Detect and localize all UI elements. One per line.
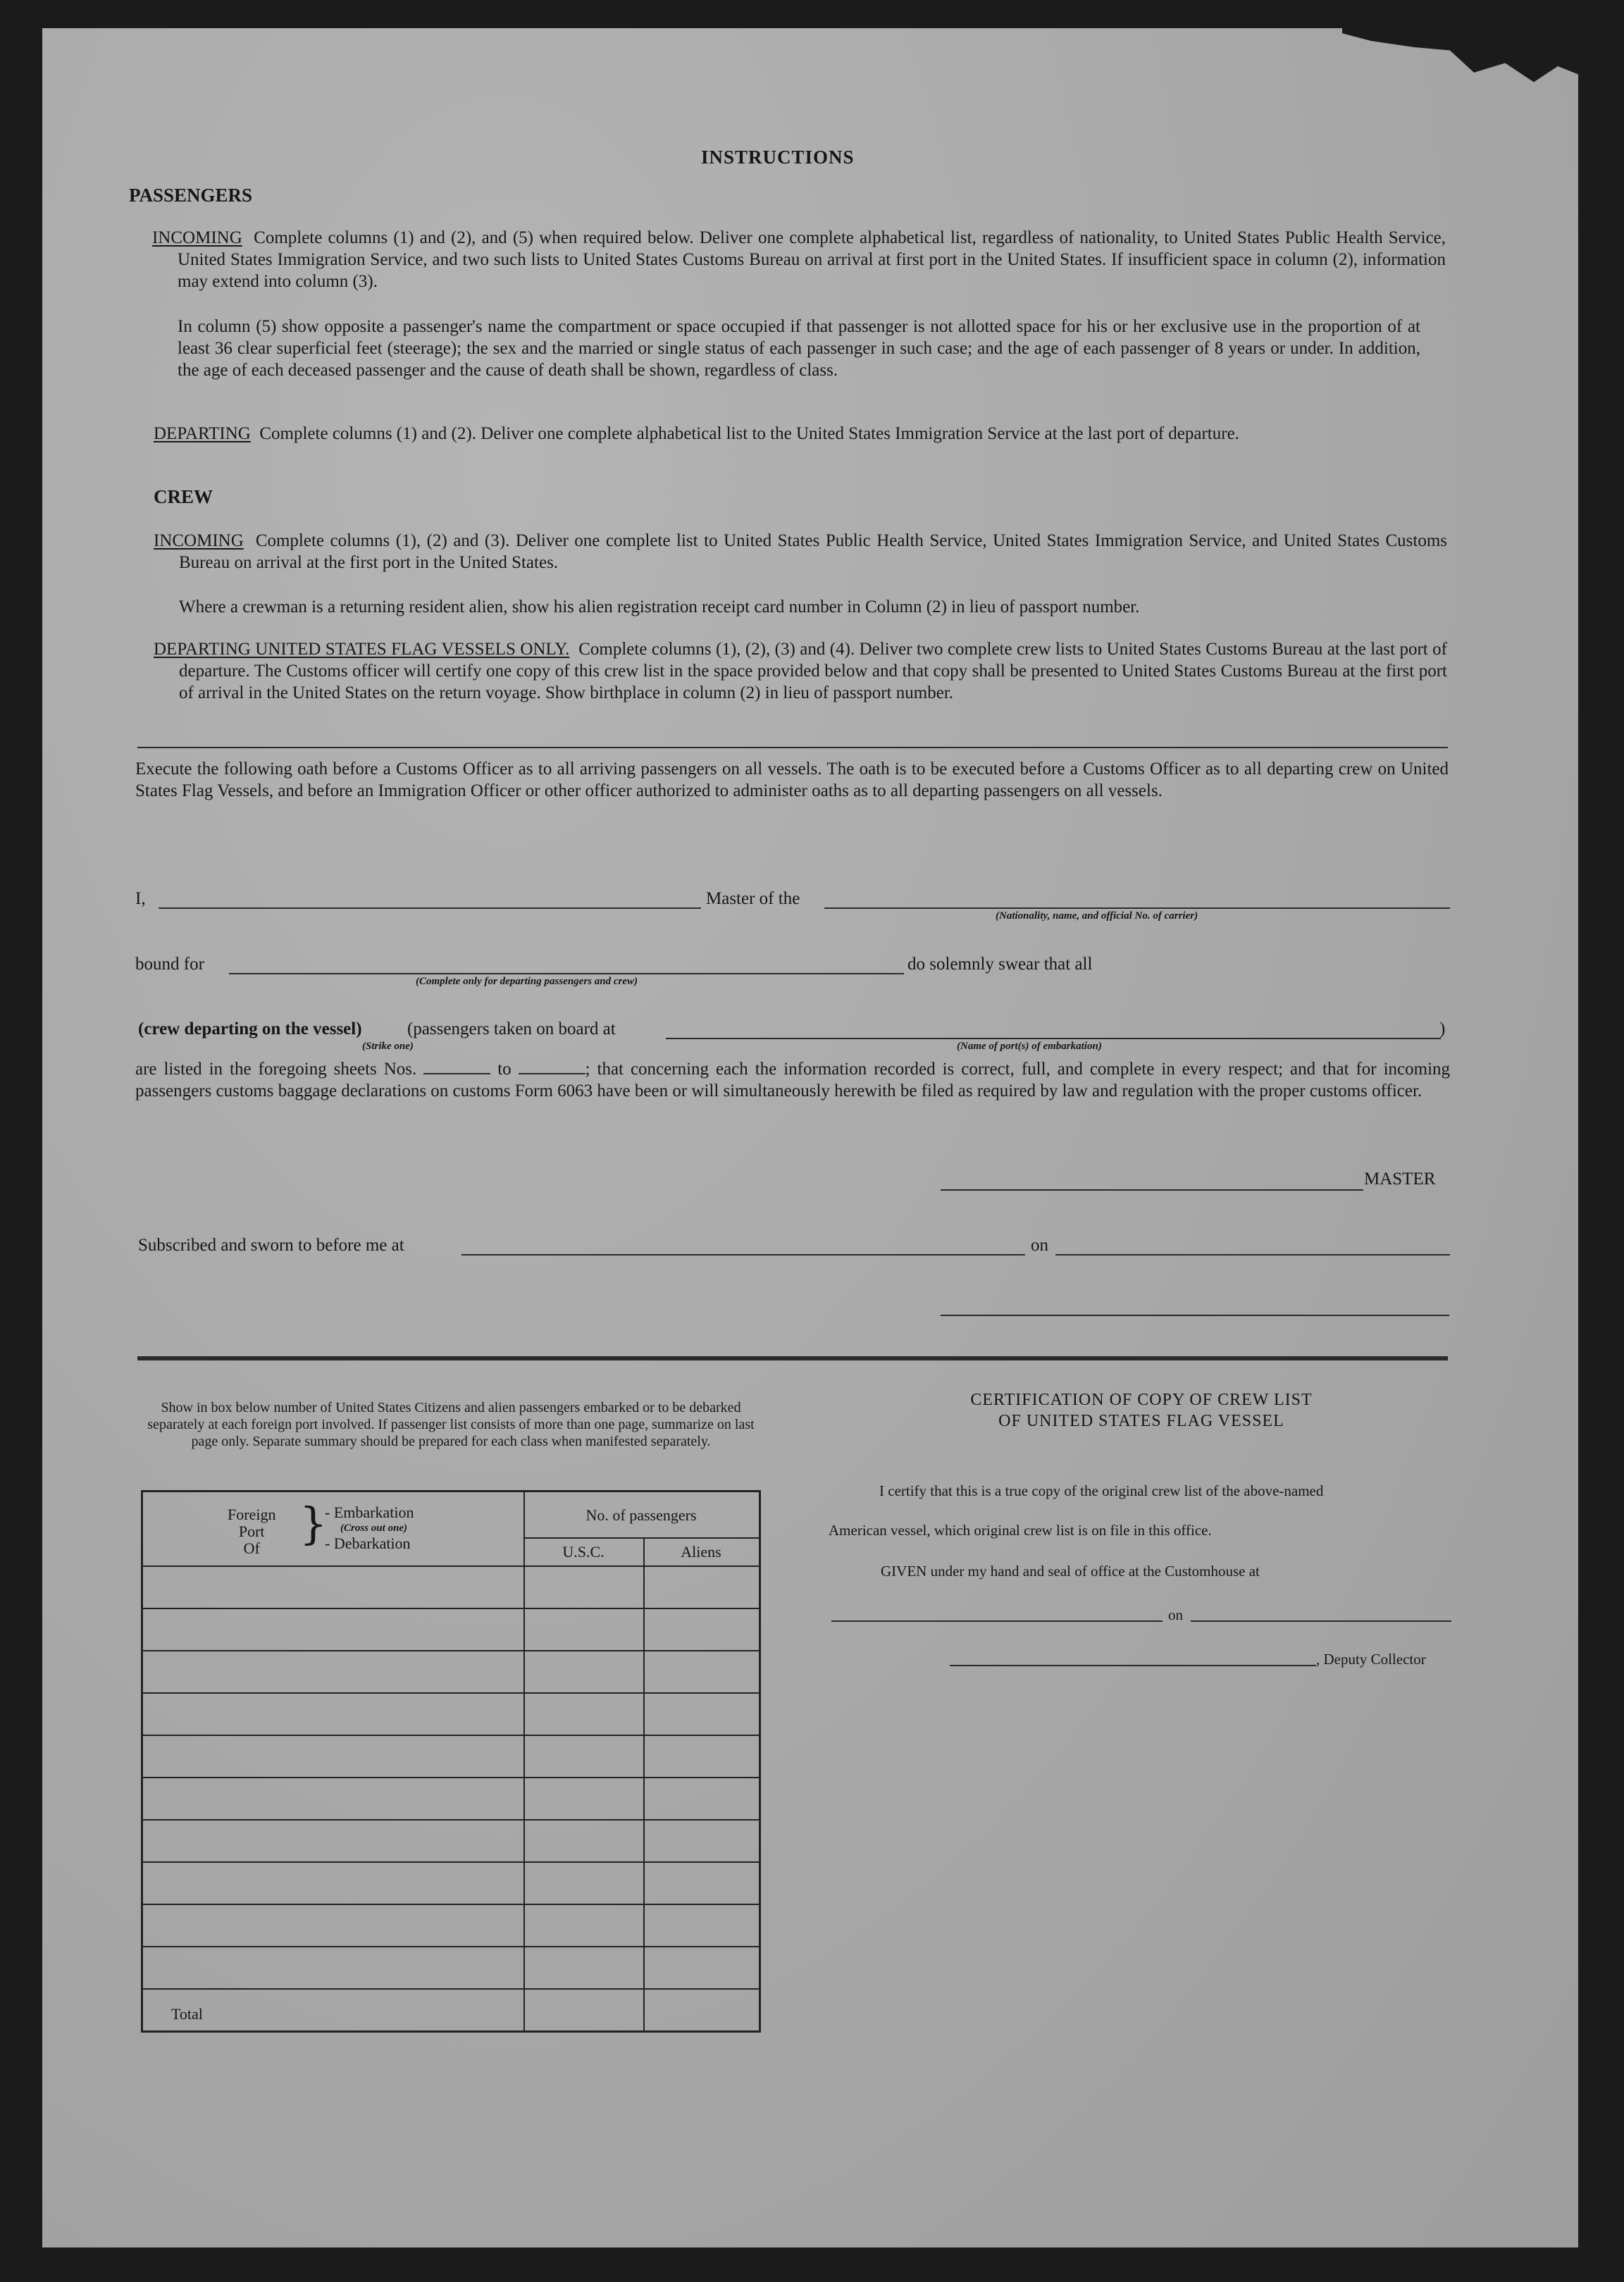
port-word: Port <box>238 1523 265 1540</box>
column5-instructions: In column (5) show opposite a passenger's name the compartment or space occupied if that passenger is not allotted space for his or her exclusive use in the proportion of at least 36 clear superficial feet (steerage); the sex and the married or single status of each passenger in such case; and the age of each passenger of 8 years or under. In addition, the age of each deceased passenger and the cause of death shall be shown, regardless of class. <box>178 317 1420 380</box>
certification-title-line2: OF UNITED STATES FLAG VESSEL <box>998 1412 1284 1430</box>
nationality-caption: (Nationality, name, and official No. of carrier) <box>996 910 1198 922</box>
given-under-text: GIVEN under my hand and seal of office at the Customhouse at <box>881 1563 1260 1580</box>
officer-signature-field[interactable] <box>941 1315 1449 1316</box>
passenger-summary-table <box>141 1490 761 2033</box>
cross-out-one-caption: (Cross out one) <box>340 1523 408 1534</box>
passengers-heading: PASSENGERS <box>129 185 253 206</box>
embarkation-labels <box>325 1505 414 1551</box>
certification-on-label: on <box>1168 1606 1183 1623</box>
deputy-collector-label: , Deputy Collector <box>1316 1651 1426 1668</box>
embarkation-label: - Embarkation <box>325 1503 414 1521</box>
table-divider-col-2 <box>643 1537 645 2030</box>
table-row-line <box>143 1608 759 1609</box>
deputy-collector-signature-field[interactable] <box>950 1665 1316 1666</box>
sworn-date-field[interactable] <box>1055 1254 1450 1255</box>
listed-post-text: ; that concerning each the information recorded is correct, full, and complete in every respect; and that for incoming passengers customs baggage declarations on customs Form 6063 have been or will simultaneously herewith be filed as required by law and regulation with the proper customs officer. <box>135 1060 1451 1100</box>
aliens-header: Aliens <box>681 1543 721 1561</box>
bound-for-caption: (Complete only for departing passengers and crew) <box>416 976 638 987</box>
master-signature-field[interactable] <box>941 1189 1363 1191</box>
of-word: Of <box>243 1539 260 1557</box>
bound-for-field[interactable] <box>229 973 904 974</box>
foreign-port-of-label <box>228 1506 275 1557</box>
crew-incoming-text: Complete columns (1), (2) and (3). Deliver one complete list to United States Public Health Service, United States Immigration Service, and United States Customs Bureau on arrival at the first port in the United States. <box>179 531 1448 572</box>
customhouse-field[interactable] <box>831 1620 1163 1622</box>
certify-line1: I certify that this is a true copy of the original crew list of the above-named <box>879 1482 1324 1499</box>
sheet-from-field[interactable] <box>423 1060 490 1074</box>
table-divider-col-1 <box>523 1492 525 2030</box>
usc-header: U.S.C. <box>562 1543 605 1561</box>
summary-instructions: Show in box below number of United States Citizens and alien passengers embarked or to be debarked separately at each foreign port involved. If passenger list consists of more than one page, summarize on last page only. Separate summary should be prepared for each class when manifested separately. <box>147 1400 755 1449</box>
passengers-taken-option: (passengers taken on board at <box>407 1019 616 1038</box>
table-header-divider <box>143 1565 759 1567</box>
departing-us-flag-instructions <box>154 638 1447 704</box>
passengers-departing-text: Complete columns (1) and (2). Deliver one complete alphabetical list to the United States Immigration Service at the last port of departure. <box>259 424 1239 443</box>
passengers-departing-label: DEPARTING <box>154 424 251 443</box>
crew-incoming-instructions <box>154 530 1447 573</box>
passengers-incoming-label: INCOMING <box>152 228 242 247</box>
crew-departing-option: (crew departing on the vessel) <box>138 1019 362 1038</box>
certification-date-field[interactable] <box>1191 1620 1451 1622</box>
close-paren: ) <box>1439 1019 1446 1038</box>
table-row-line <box>143 1904 759 1905</box>
table-row-line <box>143 1819 759 1821</box>
passengers-departing-instructions <box>154 423 1446 445</box>
listed-to-text: to <box>497 1060 512 1079</box>
listed-pre-text: are listed in the foregoing sheets Nos. <box>135 1060 417 1079</box>
foreign-word: Foreign <box>228 1506 276 1523</box>
subscribed-text: Subscribed and sworn to before me at <box>138 1236 404 1255</box>
sworn-at-field[interactable] <box>461 1254 1025 1255</box>
passengers-incoming-instructions <box>152 227 1446 292</box>
no-of-passengers-header: No. of passengers <box>585 1506 697 1524</box>
table-row-line <box>143 1650 759 1651</box>
master-label: MASTER <box>1364 1170 1436 1189</box>
crew-heading: CREW <box>154 486 213 507</box>
carrier-field[interactable] <box>824 907 1450 909</box>
table-row-line <box>143 1861 759 1863</box>
oath-listed-paragraph <box>135 1058 1450 1102</box>
instructions-title: INSTRUCTIONS <box>701 147 855 168</box>
oath-intro: Execute the following oath before a Customs Officer as to all arriving passengers on all vessels. The oath is to be executed before a Customs Officer as to all departing crew on United States Flag Vessels, and before an Immigration Officer or other officer authorized to administer oaths as to all departing passengers on all vessels. <box>135 759 1449 800</box>
table-row-line <box>143 1777 759 1778</box>
departing-us-flag-text: Complete columns (1), (2), (3) and (4). Deliver two complete crew lists to United States Customs Bureau at the last port of departure. The Customs officer will certify one copy of this crew list in the space provided below and that copy shall be presented to United States Customs Bureau at the first port of arrival in the United States on the return voyage. Show birthplace in column (2) in lieu of passport number. <box>179 640 1447 702</box>
table-row-line <box>143 1946 759 1947</box>
certify-line2: American vessel, which original crew list is on file in this office. <box>829 1522 1212 1539</box>
heavy-divider <box>137 1356 1448 1360</box>
oath-i-label: I, <box>135 889 146 908</box>
crewman-instructions: Where a crewman is a returning resident alien, show his alien registration receipt card number in Column (2) in lieu of passport number. <box>179 597 1140 616</box>
oath-master-of-the: Master of the <box>706 889 800 908</box>
departing-us-flag-label: DEPARTING UNITED STATES FLAG VESSELS ONLY. <box>154 640 570 659</box>
brace-glyph: } <box>299 1498 328 1549</box>
bound-for-label: bound for <box>135 955 204 974</box>
table-row-line <box>143 1735 759 1736</box>
strike-one-caption: (Strike one) <box>362 1041 414 1052</box>
total-label: Total <box>171 2005 203 2023</box>
certification-title <box>831 1389 1451 1432</box>
table-row-line <box>143 1988 759 1990</box>
passengers-incoming-text: Complete columns (1) and (2), and (5) when required below. Deliver one complete alphabetical list, regardless of nationality, to United States Public Health Service, United States Immigration Service, and two such lists to United States Customs Bureau on arrival at first port in the United States. If insufficient space in column (2), information may extend into column (3). <box>178 228 1446 291</box>
certification-title-line1: CERTIFICATION OF COPY OF CREW LIST <box>970 1391 1313 1409</box>
ports-of-embarkation-field[interactable] <box>666 1038 1441 1039</box>
sworn-on-label: on <box>1031 1236 1048 1255</box>
section-divider <box>137 747 1448 748</box>
master-name-field[interactable] <box>159 907 701 909</box>
table-row-line <box>143 1692 759 1694</box>
debarkation-label: - Debarkation <box>325 1534 411 1552</box>
sheet-to-field[interactable] <box>519 1060 585 1074</box>
solemnly-swear-text: do solemnly swear that all <box>907 955 1093 974</box>
table-subheader-divider <box>523 1537 759 1539</box>
ports-caption: (Name of port(s) of embarkation) <box>957 1041 1102 1052</box>
crew-incoming-label: INCOMING <box>154 531 244 550</box>
